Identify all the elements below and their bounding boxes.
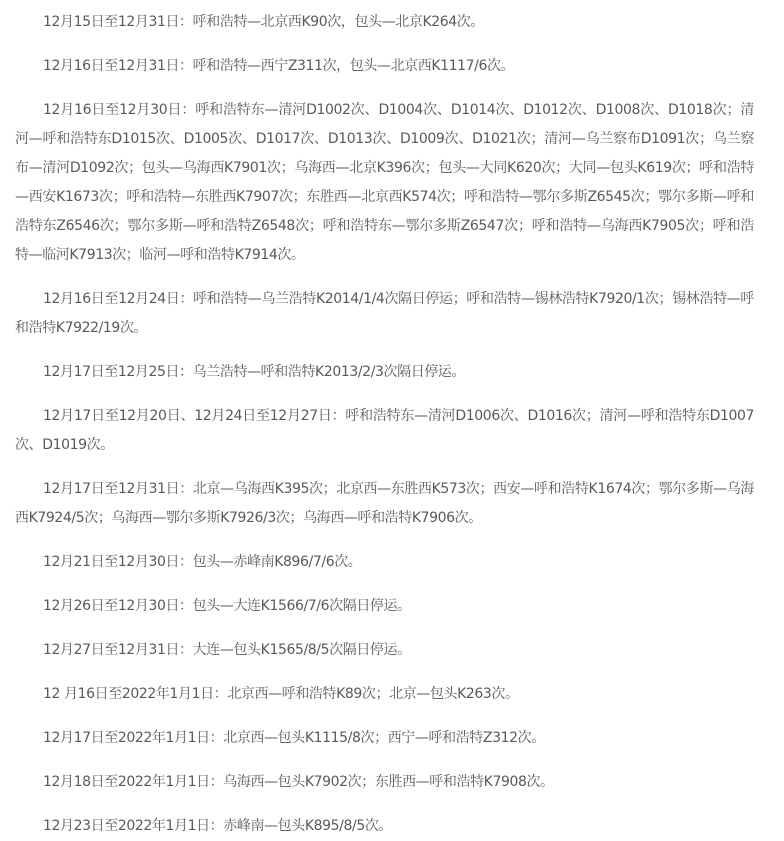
paragraph: 12月26日至12月30日：包头—大连K1566/7/6次隔日停运。 xyxy=(43,598,411,614)
paragraph: 12月17日至12月31日：北京—乌海西K395次；北京西—东胜西K573次；西安—呼和浩特K1674次；鄂尔多斯—乌海西K7924/5次；乌海西—鄂尔多斯K7926/3次；乌海西—呼和浩特K7906次。 xyxy=(15,481,754,526)
paragraph: 12月15日至12月31日：呼和浩特—北京西K90次，包头—北京K264次。 xyxy=(43,14,484,30)
paragraph: 12月18日至2022年1月1日：乌海西—包头K7902次；东胜西—呼和浩特K7908次。 xyxy=(43,774,554,790)
paragraph: 12月16日至12月24日：呼和浩特—乌兰浩特K2014/1/4次隔日停运；呼和浩特—锡林浩特K7920/1次；锡林浩特—呼和浩特K7922/19次。 xyxy=(15,291,754,336)
paragraph: 12月27日至12月31日：大连—包头K1565/8/5次隔日停运。 xyxy=(43,642,411,658)
paragraph: 12月21日至12月30日：包头—赤峰南K896/7/6次。 xyxy=(43,554,362,570)
paragraph: 12月17日至12月20日、12月24日至12月27日：呼和浩特东—清河D1006次、D1016次；清河—呼和浩特东D1007次、D1019次。 xyxy=(15,408,754,453)
paragraph: 12月17日至2022年1月1日：北京西—包头K1115/8次；西宁—呼和浩特Z312次。 xyxy=(43,730,545,746)
paragraph: 12月17日至12月25日：乌兰浩特—呼和浩特K2013/2/3次隔日停运。 xyxy=(43,364,466,380)
paragraph: 12月16日至12月31日：呼和浩特—西宁Z311次，包头—北京西K1117/6次。 xyxy=(43,58,515,74)
paragraph: 12月16日至12月30日：呼和浩特东—清河D1002次、D1004次、D1014次、D1012次、D1008次、D1018次；清河—呼和浩特东D1015次、D1005次、D1017次、D1013次、D1009次、D1021次；清河—乌兰察布D1091次；乌兰察布—清河D1092次；包头—乌海西K7901次；乌海西—北京K396次；包头—大同K620次；大同—包头K619次；呼和浩特—西安K1673次；呼和浩特—东胜西K7907次；东胜西—北京西K574次；呼和浩特—鄂尔多斯Z6545次；鄂尔多斯—呼和浩特东Z6546次；鄂尔多斯—呼和浩特Z6548次；呼和浩特东—鄂尔多斯Z6547次；呼和浩特—乌海西K7905次；呼和浩特—临河K7913次；临河—呼和浩特K7914次。 xyxy=(15,102,754,263)
paragraph: 12 月16日至2022年1月1日：北京西—呼和浩特K89次；北京—包头K263次。 xyxy=(43,686,519,702)
paragraph: 12月23日至2022年1月1日：赤峰南—包头K895/8/5次。 xyxy=(43,818,393,834)
